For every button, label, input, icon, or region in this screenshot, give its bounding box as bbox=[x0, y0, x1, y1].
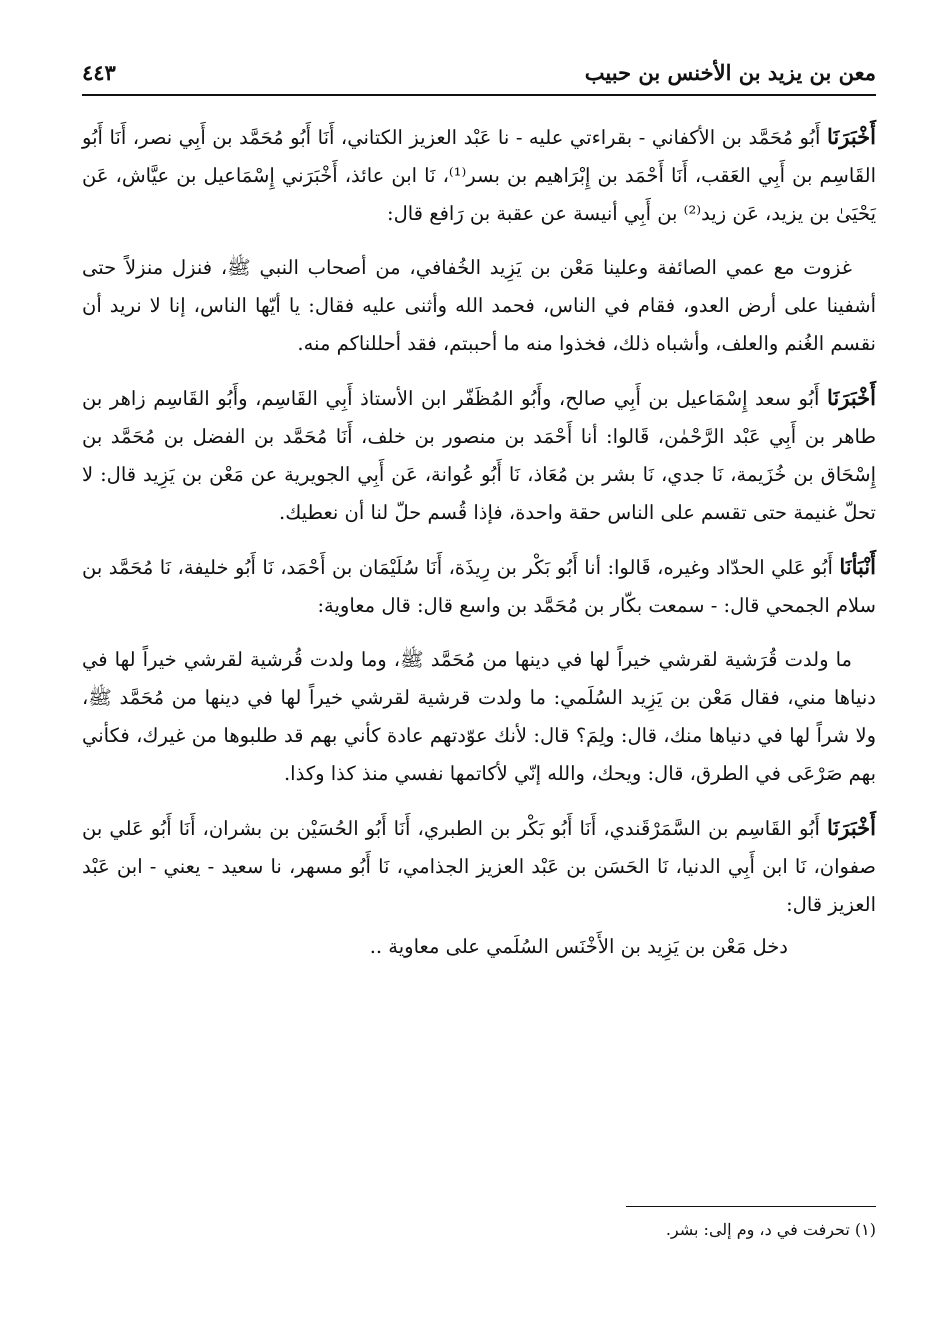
keyword-anbaana: أَنْبَأنَا bbox=[839, 554, 876, 579]
paragraph-text: ما ولدت قُرَشية لقرشي خيراً لها في دينها من مُحَمَّد ﷺ، وما ولدت قُرشية لقرشي خيراً لها في دنياها مني، فقال مَعْن بن يَزِيد السُلَمي: ما ولدت قرشية لقرشي خيراً لها في دينها من مُحَمَّد ﷺ، ولا شراً لها في دنياها منك، قال: ولِمَ؟ قال: لأنك عوّدتهم عادة كأني بهم قد طلبوها من غيرك، فكأني بهم صَرْعَى في الطرق، قال: ويحك، والله إنّي لأكاتمها نفسي منذ كذا وكذا. bbox=[82, 648, 876, 785]
paragraph-text: أَبُو مُحَمَّد بن الأكفاني - بقراءتي عليه - نا عَبْد العزيز الكتاني، أَنَا أَبُو مُحَمَّد بن أَبِي نصر، أَنَا أَبُو القَاسِم بن أَبِي العَقب، أَنَا أَحْمَد بن إِبْرَاهيم بن بسر⁽¹⁾، نَا ابن عائذ، أَخْبَرَني إِسْمَاعيل بن عيَّاش، عَن يَحْيَىٰ بن يزيد، عَن زيد⁽²⁾ بن أَبِي أنيسة عن عقبة بن رَافع قال: bbox=[82, 126, 876, 225]
paragraph-isnad-1 bbox=[82, 118, 876, 233]
header-divider bbox=[82, 94, 876, 96]
paragraph-isnad-2 bbox=[82, 379, 876, 532]
keyword-akhbarana: أَخْبَرَنَا bbox=[827, 815, 876, 840]
paragraph-isnad-3 bbox=[82, 548, 876, 625]
paragraph-narration-2 bbox=[82, 641, 876, 793]
footnote-divider bbox=[626, 1206, 876, 1207]
keyword-akhbarana: أَخْبَرَنَا bbox=[827, 385, 876, 410]
keyword-akhbarana: أَخْبَرَنَا bbox=[827, 124, 876, 149]
paragraph-isnad-4 bbox=[82, 809, 876, 924]
paragraph-narration-1 bbox=[82, 249, 876, 363]
main-text bbox=[82, 118, 876, 966]
running-header bbox=[82, 52, 876, 92]
page-number: ٤٤٣ bbox=[82, 60, 116, 85]
paragraph-narration-3: دخل مَعْن بن يَزِيد بن الأَخْنَس السُلَمي على معاوية .. bbox=[369, 935, 788, 958]
paragraph-text: أَبُو القَاسِم بن السَّمَرْقَندي، أَنَا أَبُو بَكْر بن الطبري، أَنَا أَبُو الحُسَيْن بن بشران، أَنَا أَبُو عَلي بن صفوان، نَا ابن أَبِي الدنيا، نَا الحَسَن بن عَبْد العزيز الجذامي، نَا أَبُو مسهر، نا سعيد - يعني - ابن عَبْد العزيز قال: bbox=[82, 817, 876, 916]
running-title: معن بن يزيد بن الأخنس بن حبيب bbox=[584, 60, 876, 85]
paragraph-text: أَبُو سعد إِسْمَاعيل بن أَبِي صالح، وأَبُو المُظَفّر ابن الأستاذ أَبِي القَاسِم، وأَبُو القَاسِم زاهر بن طاهر بن أَبِي عَبْد الرَّحْمٰن، قَالوا: أنا أَحْمَد بن منصور بن خلف، أَنَا مُحَمَّد بن الفضل بن مُحَمَّد بن إِسْحَاق بن خُزَيمة، نَا جدي، نَا بشر بن مُعَاذ، نَا أَبُو عُوانة، عَن أَبِي الجويرية عن مَعْن بن يَزِيد قال: لا تحلّ غنيمة حتى تقسم على الناس حقة واحدة، فإذا قُسم حلّ لنا أن نعطيك. bbox=[82, 387, 876, 524]
footnote: (١) تحرفت في د، وم إلى: بشر. bbox=[665, 1220, 876, 1239]
paragraph-text: أَبُو عَلي الحدّاد وغيره، قَالوا: أنا أَبُو بَكْر بن رِيذَة، أَنَا سُلَيْمَان بن أَحْمَد، نَا أَبُو خليفة، نَا مُحَمَّد بن سلام الجمحي قال: - سمعت بكّار بن مُحَمَّد بن واسع قال: قال معاوية: bbox=[82, 556, 876, 617]
paragraph-text: غزوت مع عمي الصائفة وعلينا مَعْن بن يَزِيد الخُفافي، من أصحاب النبي ﷺ، فنزل منزلاً حتى أشفينا على أرض العدو، فقام في الناس، فحمد الله وأثنى عليه فقال: يا أيّها الناس، إنا لا نريد أن نقسم الغُنم والعلف، وأشباه ذلك، فخذوا منه ما أحببتم، فقد أحللناكم منه. bbox=[82, 256, 876, 355]
